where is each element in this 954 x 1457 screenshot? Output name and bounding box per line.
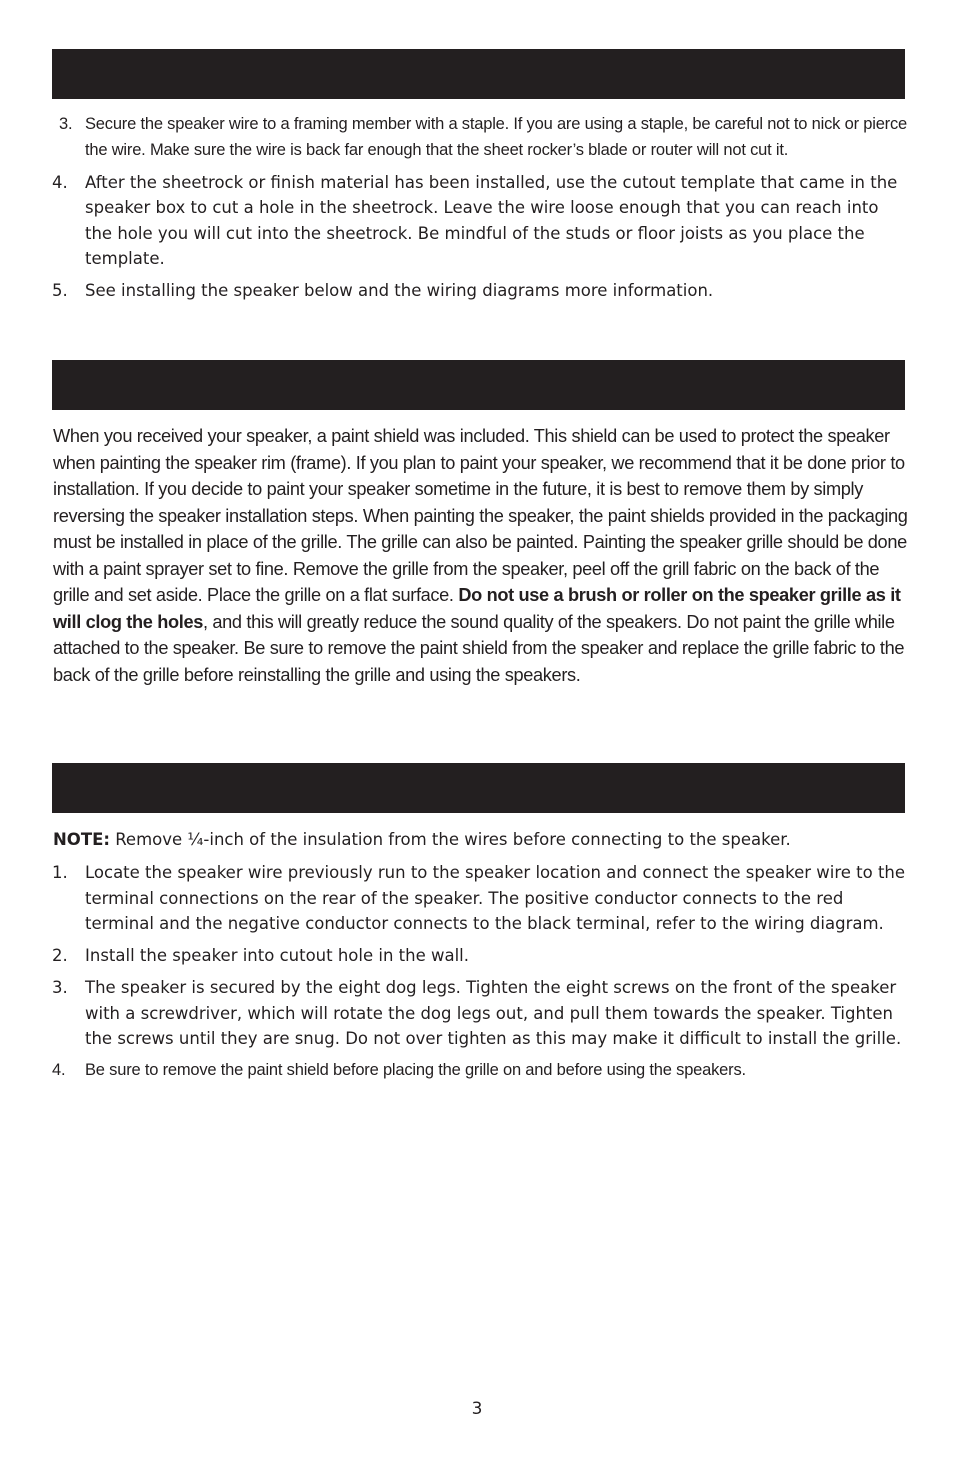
note-label: NOTE:	[53, 830, 110, 849]
list-item	[52, 112, 908, 163]
painting-warning: Do not use a brush or roller on the speaker grille as it will clog the holes	[53, 585, 901, 632]
step-text: Locate the speaker wire previously run to the speaker location and connect the speaker wire to the terminal connections on the rear of the speaker. The positive conductor connects to the red terminal and the negative conductor connects to the black terminal, refer to the wiring diagram.	[85, 863, 906, 933]
list-item	[52, 170, 908, 272]
step-number: 1.	[52, 863, 68, 882]
step-number: 4.	[52, 172, 68, 192]
step-text: See installing the speaker below and the wiring diagrams more information.	[85, 281, 714, 300]
section-header-bar	[52, 360, 905, 410]
list-item	[52, 943, 908, 969]
painting-paragraph	[53, 423, 909, 688]
list-item	[52, 1058, 908, 1084]
wire-install-steps	[52, 112, 908, 310]
painting-text-end: , and this will greatly reduce the sound quality of the speakers. Do not paint the grille while attached to the speaker. Be sure to remove the paint shield from the speaker and replace the grille fabric to the back of the grille before reinstalling the grille and using the speakers.	[53, 611, 905, 685]
step-number: 5.	[52, 281, 68, 300]
speaker-install-steps	[52, 860, 908, 1090]
section-header-bar	[52, 763, 905, 813]
list-item	[52, 975, 908, 1052]
step-number: 3.	[59, 115, 73, 133]
step-text: Secure the speaker wire to a framing member with a staple. If you are using a staple, be careful not to nick or pierce the wire. Make sure the wire is back far enough that the sheet rocker’s blade or router will not cut it.	[85, 115, 907, 159]
section-header-bar	[52, 49, 905, 99]
note-paragraph	[53, 827, 909, 854]
step-text: The speaker is secured by the eight dog legs. Tighten the eight screws on the front of the speaker with a screwdriver, which will rotate the dog legs out, and pull them towards the speaker. Tighten the screws until they are snug. Do not over tighten as this may make it difficult to install the grille.	[85, 978, 902, 1048]
list-item	[52, 278, 908, 304]
note-text: Remove ¼-inch of the insulation from the wires before connecting to the speaker.	[109, 830, 791, 849]
list-item	[52, 860, 908, 937]
page-number: 3	[471, 1399, 483, 1419]
step-number: 4.	[52, 1061, 66, 1079]
step-text: After the sheetrock or finish material has been installed, use the cutout template that came in the speaker box to cut a hole in the sheetrock. Leave the wire loose enough that you can reach into the hole you will cut into the sheetrock. Be mindful of the studs or floor joists as you place the template.	[85, 172, 898, 268]
step-number: 3.	[52, 978, 68, 997]
painting-text: When you received your speaker, a paint shield was included. This shield can be used to protect the speaker when painting the speaker rim (frame). If you plan to paint your speaker, we recommend that it be done prior to installation. If you decide to paint your speaker sometime in the future, it is best to remove them by simply reversing the speaker installation steps. When painting the speaker, the paint shields provided in the packaging must be installed in place of the grille. The grille can also be painted. Painting the speaker grille should be done with a paint sprayer set to fine. Remove the grille from the speaker, peel off the grill fabric on the back of the grille and set aside. Place the grille on a flat surface.	[53, 426, 908, 605]
step-text: Be sure to remove the paint shield before placing the grille on and before using the speakers.	[85, 1061, 746, 1079]
step-text: Install the speaker into cutout hole in the wall.	[85, 946, 469, 965]
step-number: 2.	[52, 946, 68, 965]
